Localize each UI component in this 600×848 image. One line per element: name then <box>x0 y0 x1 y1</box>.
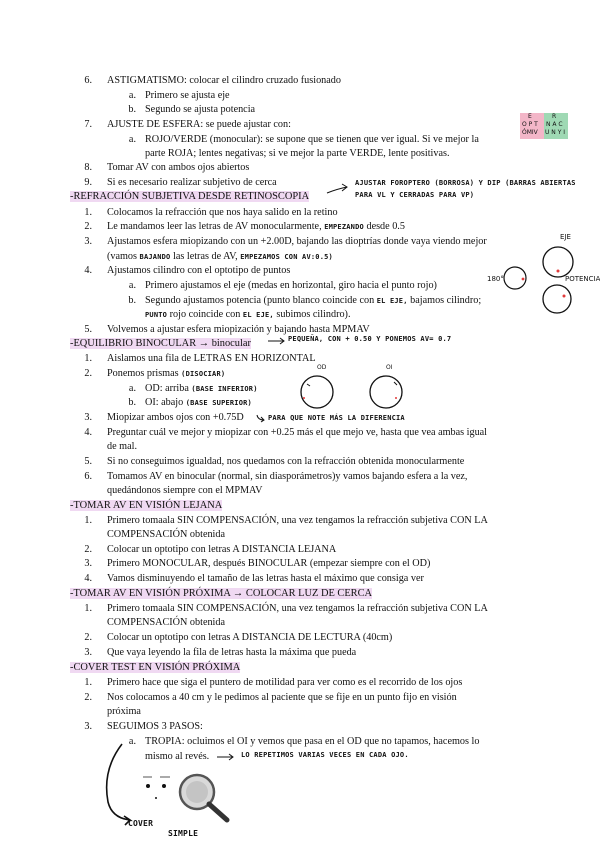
item-number: 3. <box>84 558 92 569</box>
handwritten-note: LO REPETIMOS VARIAS VECES EN CADA OJO. <box>241 751 409 759</box>
list-item-text: Primero hace que siga el puntero de motilidad para ver como es el recorrido de los ojos <box>107 677 463 688</box>
red-green-sticker <box>520 113 568 139</box>
list-item-text: Segundo ajustamos potencia (punto blanco coincide con EL EJE, bajamos cilindro; <box>145 295 482 306</box>
item-number: 7. <box>84 119 92 130</box>
arrow-icon <box>266 335 288 345</box>
arrow-icon <box>325 183 351 197</box>
list-item-text: Que vaya leyendo la fila de letras hasta la máxima que pueda <box>107 647 357 658</box>
item-number: 3. <box>84 412 92 423</box>
handwritten-note: PEQUEÑA, CON + 0.50 Y PONEMOS AV= 0.7 <box>288 335 452 343</box>
list-item-text: Preguntar cuál ve mejor y miopizar con +0.25 más el que mejo ve, hasta que vea ambas igual <box>107 427 488 438</box>
item-number: 2. <box>84 692 92 703</box>
sticker-text: O P T <box>522 121 538 128</box>
sticker-text: N A C <box>546 121 563 128</box>
list-item-text: COMPENSACIÓN obtenida <box>107 617 226 628</box>
list-item-text: parte ROJA; lentes negativas; si ve mejor la parte VERDE, lente positivas. <box>145 148 450 159</box>
item-number: 9. <box>84 177 92 188</box>
list-item-text: Primero ajustamos el eje (medas en horizontal, giro hacia el punto rojo) <box>145 280 437 291</box>
item-number: 6. <box>84 75 92 86</box>
list-item-text: OD: arriba (BASE INFERIOR) <box>145 383 258 394</box>
list-item-text: próxima <box>107 706 141 717</box>
list-item-text: Colocamos la refracción que nos haya salido en la retino <box>107 207 338 218</box>
item-number: 3. <box>84 236 92 247</box>
list-item-text: Primero se ajusta eje <box>145 90 230 101</box>
sticker-text: R <box>552 113 557 120</box>
item-number: 1. <box>84 353 92 364</box>
handwritten-note: AJUSTAR FOROPTERO (BORROSA) Y DIP (BARRAS ABIERTAS <box>355 179 576 187</box>
item-number: 1. <box>84 677 92 688</box>
item-number: 2. <box>84 368 92 379</box>
item-number: 6. <box>84 471 92 482</box>
diagram-label: EJE <box>560 233 571 241</box>
list-item-text: mismo al revés. <box>145 751 210 762</box>
list-item-text: Ajustamos cilindro con el optotipo de puntos <box>107 265 291 276</box>
handwritten-note: SIMPLE <box>168 829 199 838</box>
list-item-text: ASTIGMATISMO: colocar el cilindro cruzado fusionado <box>107 75 341 86</box>
sticker-text: U N Y I <box>545 129 566 136</box>
list-item-text: ROJO/VERDE (monocular): se supone que se tienen que ver igual. Si ve mejor la <box>145 134 479 145</box>
item-number: 1. <box>84 207 92 218</box>
bracket-arrow-icon <box>100 740 140 830</box>
list-item-text: Tomamos AV en binocular (normal, sin diasporámetros)y vamos bajando esfera a la vez, <box>107 471 468 482</box>
section-title: -COVER TEST EN VISIÓN PRÓXIMA <box>70 662 241 673</box>
item-number: b. <box>128 397 136 408</box>
item-number: 3. <box>84 721 92 732</box>
item-number: 5. <box>84 456 92 467</box>
dot-chart-icon <box>502 265 528 291</box>
item-number: 4. <box>84 573 92 584</box>
item-number: 3. <box>84 647 92 658</box>
list-item-text: Vamos disminuyendo el tamaño de las letras hasta el máximo que consiga ver <box>107 573 424 584</box>
section-title: -TOMAR AV EN VISIÓN PRÓXIMA → COLOCAR LUZ DE CERCA <box>70 588 373 599</box>
item-number: a. <box>128 90 136 101</box>
item-number: a. <box>128 134 136 145</box>
item-number: 4. <box>84 427 92 438</box>
list-item-text: Si es necesario realizar subjetivo de cerca <box>107 177 277 188</box>
diagram-label: OI <box>386 364 393 371</box>
item-number: 2. <box>84 632 92 643</box>
list-item-text: Colocar un optotipo con letras A DISTANCIA LEJANA <box>107 544 337 555</box>
list-item-text: Nos colocamos a 40 cm y le pedimos al paciente que se fije en un punto fijo en visión <box>107 692 457 703</box>
list-item-text: Miopizar ambos ojos con +0.75D <box>107 412 244 423</box>
list-item-text: AJUSTE DE ESFERA: se puede ajustar con: <box>107 119 291 130</box>
dot-chart-potencia-icon <box>540 282 574 316</box>
section-title: -REFRACCIÓN SUBJETIVA DESDE RETINOSCOPIA <box>70 191 310 202</box>
list-item-text: PUNTO rojo coincide con EL EJE, subimos cilindro). <box>145 309 351 320</box>
handwritten-note: PARA VL Y CERRADAS PARA VP) <box>355 191 475 199</box>
arrow-icon <box>255 413 267 423</box>
list-item-text: Volvemos a ajustar esfera miopización y bajando hasta MPMAV <box>107 324 370 335</box>
arrow-icon <box>215 752 237 762</box>
item-number: a. <box>128 736 136 747</box>
list-item-text: Si no conseguimos igualdad, nos quedamos con la refracción obtenida monocularmente <box>107 456 465 467</box>
list-item-text: OI: abajo (BASE SUPERIOR) <box>145 397 252 408</box>
list-item-text: Primero MONOCULAR, después BINOCULAR (empezar siempre con el OD) <box>107 558 431 569</box>
item-number: 4. <box>84 265 92 276</box>
section-title: -TOMAR AV EN VISIÓN LEJANA <box>70 500 223 511</box>
item-number: b. <box>128 295 136 306</box>
item-number: 8. <box>84 162 92 173</box>
list-item-text: COMPENSACIÓN obtenida <box>107 529 226 540</box>
list-item-text: Colocar un optotipo con letras A DISTANCIA DE LECTURA (40cm) <box>107 632 393 643</box>
item-number: 1. <box>84 603 92 614</box>
sticker-text: E <box>528 113 532 120</box>
list-item-text: Le mandamos leer las letras de AV monocularmente, EMPEZANDO desde 0.5 <box>107 221 405 232</box>
handwritten-note: COVER <box>128 819 154 828</box>
section-title: -EQUILIBRIO BINOCULAR → binocular <box>70 338 251 349</box>
handwritten-note: PARA QUE NOTE MÁS LA DIFERENCIA <box>268 414 405 422</box>
item-number: 2. <box>84 221 92 232</box>
occluder-icon <box>175 770 235 824</box>
list-item-text: Primero tomaala SIN COMPENSACIÓN, una vez tengamos la refracción subjetiva CON LA <box>107 515 488 526</box>
diagram-label: 180° <box>487 275 504 283</box>
sticker-text: ÓMIV <box>522 129 538 136</box>
item-number: 5. <box>84 324 92 335</box>
item-number: a. <box>128 280 136 291</box>
list-item-text: Tomar AV con ambos ojos abiertos <box>107 162 250 173</box>
list-item-text: Segundo se ajusta potencia <box>145 104 256 115</box>
item-number: b. <box>128 104 136 115</box>
diagram-label: OD <box>317 364 327 371</box>
list-item-text: Ajustamos esfera miopizando con un +2.00D, bajando las dioptrías donde vaya viendo mejor <box>107 236 487 247</box>
list-item-text: TROPIA: ocluimos el OI y vemos que pasa en el OD que no tapamos, hacemos lo <box>145 736 480 747</box>
diagram-label: POTENCIA <box>565 275 600 283</box>
eye-od-icon <box>297 372 337 412</box>
eye-oi-icon <box>366 372 406 412</box>
list-item-text: SEGUIMOS 3 PASOS: <box>107 721 203 732</box>
list-item-text: quedándonos siempre con el MPMAV <box>107 485 263 496</box>
list-item-text: Ponemos prismas (DISOCIAR) <box>107 368 226 379</box>
list-item-text: (vamos BAJANDO las letras de AV, EMPEZAMOS CON AV:0.5) <box>107 251 333 262</box>
list-item-text: Primero tomaala SIN COMPENSACIÓN, una vez tengamos la refracción subjetiva CON LA <box>107 603 488 614</box>
item-number: 1. <box>84 515 92 526</box>
list-item-text: de mal. <box>107 441 137 452</box>
list-item-text: Aislamos una fila de LETRAS EN HORIZONTAL <box>107 353 316 364</box>
item-number: a. <box>128 383 136 394</box>
item-number: 2. <box>84 544 92 555</box>
eyes-sketch-icon <box>140 773 174 803</box>
